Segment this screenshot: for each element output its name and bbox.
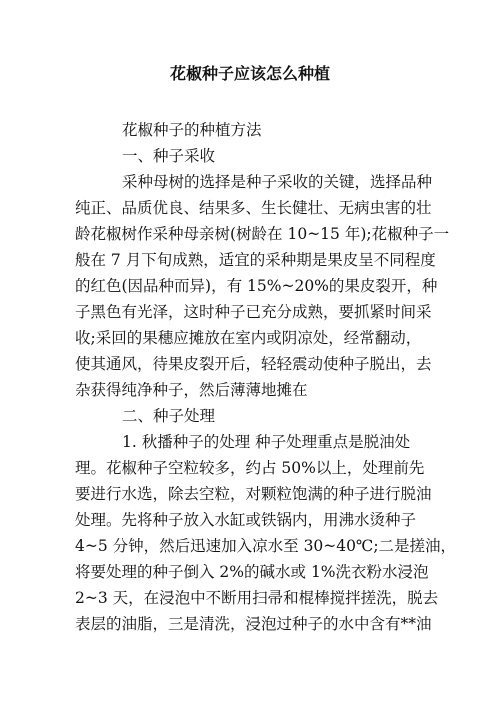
paragraph-line: 般在 7 月下旬成熟，适宜的采种期是果皮呈不同程度 (75, 251, 436, 269)
paragraph-line: 纯正、品质优良、结果多、生长健壮、无病虫害的壮 (75, 199, 432, 217)
paragraph-line: 4~5 分钟，然后迅速加入凉水至 30~40℃;二是搓油， (75, 537, 457, 555)
paragraph-line: 理。花椒种子空粒较多，约占 50%以上，处理前先 (75, 459, 425, 477)
section-heading-processing: 二、种子处理 (122, 407, 216, 425)
paragraph-line: 表层的油脂，三是清洗，浸泡过种子的水中含有**油 (75, 615, 432, 633)
paragraph-line: 使其通风，待果皮裂开后，轻轻震动使种子脱出，去 (75, 355, 432, 373)
paragraph-line: 采种母树的选择是种子采收的关键，选择品种 (122, 173, 433, 191)
paragraph-line: 2~3 天，在浸泡中不断用扫帚和棍棒搅拌搓洗，脱去 (75, 589, 439, 607)
paragraph-line: 杂获得纯净种子，然后薄薄地摊在 (75, 381, 308, 399)
paragraph-line: 龄花椒树作采种母亲树(树龄在 10~15 年);花椒种子一 (75, 225, 450, 243)
paragraph-line: 子黑色有光泽，这时种子已充分成熟，要抓紧时间采 (75, 303, 432, 321)
paragraph-line: 要进行水选，除去空粒，对颗粒饱满的种子进行脱油 (75, 485, 432, 503)
paragraph-line: 将要处理的种子倒入 2%的碱水或 1%洗衣粉水浸泡 (75, 563, 429, 581)
subtitle: 花椒种子的种植方法 (122, 121, 262, 139)
paragraph-line: 收;采回的果穗应摊放在室内或阴凉处，经常翻动， (75, 329, 422, 347)
document-title: 花椒种子应该怎么种植 (169, 64, 330, 83)
paragraph-line: 1. 秋播种子的处理 种子处理重点是脱油处 (122, 433, 411, 451)
section-heading-harvest: 一、种子采收 (122, 147, 216, 165)
paragraph-line: 的红色(因品种而异)，有 15%~20%的果皮裂开，种 (75, 277, 438, 295)
paragraph-line: 处理。先将种子放入水缸或铁锅内，用沸水烫种子 (75, 511, 417, 529)
